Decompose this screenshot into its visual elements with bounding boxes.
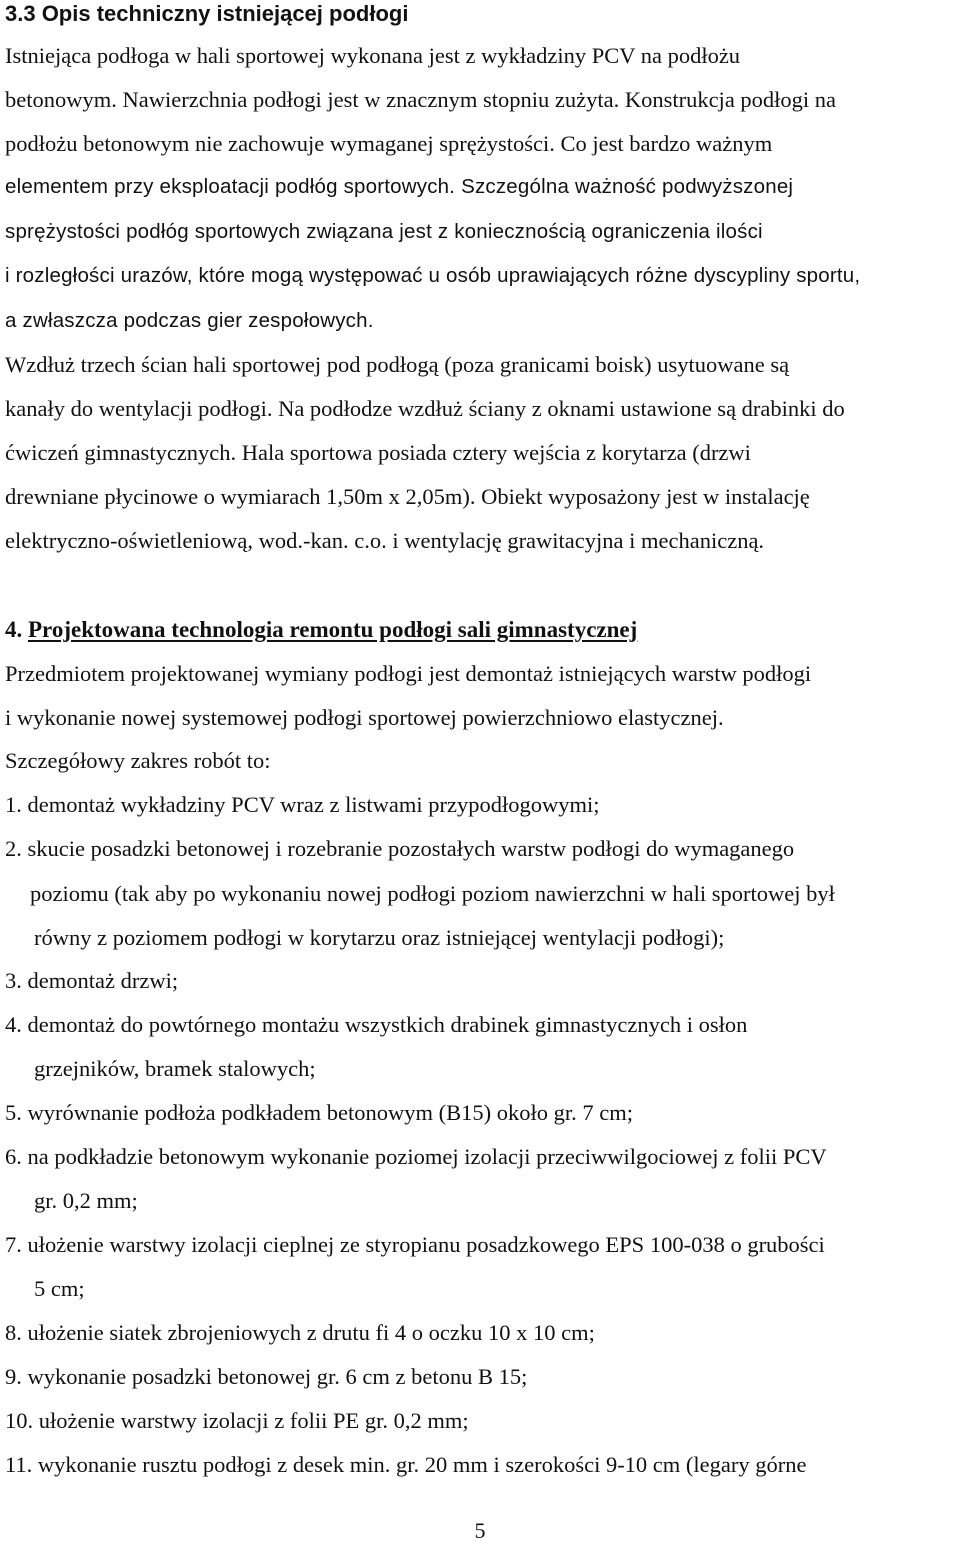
paragraph-line: i wykonanie nowej systemowej podłogi sportowej powierzchniowo elastycznej. [5,705,724,730]
paragraph-line: drewniane płycinowe o wymiarach 1,50m x 2,05m). Obiekt wyposażony jest w instalację [5,484,810,509]
paragraph-line: Wzdłuż trzech ścian hali sportowej pod podłogą (poza granicami boisk) usytuowane są [5,352,790,377]
paragraph-line: podłożu betonowym nie zachowuje wymaganej sprężystości. Co jest bardzo ważnym [5,131,773,156]
paragraph-line: a zwłaszcza podczas gier zespołowych. [5,309,374,332]
list-item: 6. na podkładzie betonowym wykonanie poziomej izolacji przeciwwilgociowej z folii PCV [5,1144,827,1169]
section-3-heading: 3.3 Opis techniczny istniejącej podłogi [5,1,409,26]
paragraph-line: elektryczno-oświetleniową, wod.-kan. c.o. i wentylację grawitacyjna i mechaniczną. [5,528,765,553]
list-item: 10. ułożenie warstwy izolacji z folii PE gr. 0,2 mm; [5,1408,469,1433]
list-item: 7. ułożenie warstwy izolacji cieplnej ze styropianu posadzkowego EPS 100-038 o grubości [5,1232,825,1257]
list-item: 1. demontaż wykładziny PCV wraz z listwami przypodłogowymi; [5,792,600,817]
list-item: 4. demontaż do powtórnego montażu wszystkich drabinek gimnastycznych i osłon [5,1012,748,1037]
section-number: 4. [5,617,23,642]
paragraph-line: ćwiczeń gimnastycznych. Hala sportowa posiada cztery wejścia z korytarza (drzwi [5,440,751,465]
paragraph-line: Szczegółowy zakres robót to: [5,748,271,773]
paragraph-line: betonowym. Nawierzchnia podłogi jest w znacznym stopniu zużyta. Konstrukcja podłogi na [5,87,837,112]
sentence: elementem przy eksploatacji podłóg sportowych. [5,175,456,198]
paragraph-line [5,173,793,201]
page-number: 5 [474,1518,486,1543]
list-item-continuation: równy z poziomem podłogi w korytarzu oraz istniejącej wentylacji podłogi); [34,925,725,950]
list-item: 11. wykonanie rusztu podłogi z desek min. gr. 20 mm i szerokości 9-10 cm (legary górne [5,1452,807,1477]
paragraph-line: kanały do wentylacji podłogi. Na podłodze wzdłuż ściany z oknami ustawione są drabinki do [5,396,845,421]
paragraph-line: i rozległości urazów, które mogą występować u osób uprawiających różne dyscypliny sportu, [5,264,861,287]
list-item: 8. ułożenie siatek zbrojeniowych z drutu fi 4 o oczku 10 x 10 cm; [5,1320,595,1345]
paragraph-line: Istniejąca podłoga w hali sportowej wykonana jest z wykładziny PCV na podłożu [5,43,741,68]
list-item: 5. wyrównanie podłoża podkładem betonowym (B15) około gr. 7 cm; [5,1100,634,1125]
list-item: 3. demontaż drzwi; [5,968,179,993]
list-item-continuation: gr. 0,2 mm; [34,1188,138,1213]
list-item-continuation: grzejników, bramek stalowych; [34,1056,316,1081]
list-item: 9. wykonanie posadzki betonowej gr. 6 cm z betonu B 15; [5,1364,528,1389]
list-item: 2. skucie posadzki betonowej i rozebranie pozostałych warstw podłogi do wymaganego [5,836,795,861]
list-item-continuation: 5 cm; [34,1276,85,1301]
paragraph-line: Przedmiotem projektowanej wymiany podłogi jest demontaż istniejących warstw podłogi [5,661,812,686]
section-title: Projektowana technologia remontu podłogi sali gimnastycznej [28,617,638,642]
list-item-continuation: poziomu (tak aby po wykonaniu nowej podłogi poziom nawierzchni w hali sportowej był [30,881,835,906]
sentence: Szczególna ważność podwyższonej [461,175,794,198]
section-4-heading [5,616,637,644]
paragraph-line: sprężystości podłóg sportowych związana jest z koniecznością ograniczenia ilości [5,220,763,243]
